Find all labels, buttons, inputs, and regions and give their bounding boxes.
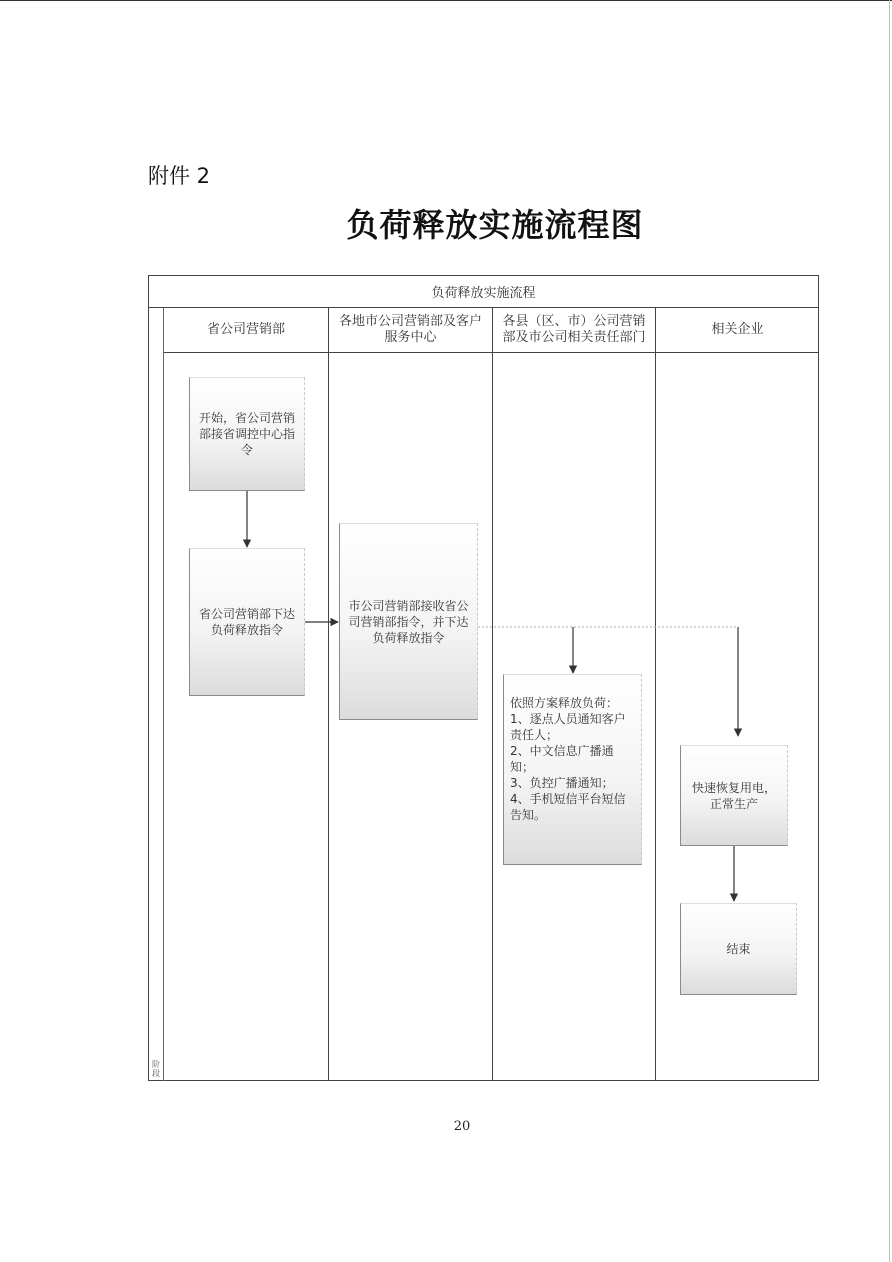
end-node-text: 结束 xyxy=(726,942,751,956)
phase-column xyxy=(148,308,164,1081)
restore-production-text: 快速恢复用电，正常生产 xyxy=(691,780,776,811)
restore-production-node xyxy=(680,745,788,846)
lane-divider-2 xyxy=(492,308,493,1081)
release-load-node xyxy=(503,674,642,865)
receive-command-node xyxy=(339,523,478,720)
lane-header-enterprises: 相关企业 xyxy=(656,308,819,353)
issue-command-text: 省公司营销部下达负荷释放指令 xyxy=(198,607,295,637)
lane-header-provincial-marketing: 省公司营销部 xyxy=(164,308,328,353)
attachment-label: 附件 2 xyxy=(148,164,211,188)
page-number: 20 xyxy=(453,1119,471,1134)
lane-header-city-marketing: 各地市公司营销部及客户服务中心 xyxy=(329,308,492,353)
right-rule xyxy=(889,0,890,1262)
release-load-text: 依照方案释放负荷： 1、逐点人员通知客户责任人； 2、中文信息广播通知； 3、负控广播通知； 4、手机短信平台短信告知。 xyxy=(510,696,626,822)
end-node xyxy=(680,903,797,995)
top-rule xyxy=(0,0,892,1)
flowchart-title: 负荷释放实施流程 xyxy=(148,275,819,308)
lane-divider-3 xyxy=(655,308,656,1081)
start-node xyxy=(189,377,305,491)
receive-command-text: 市公司营销部接收省公司营销部指令，并下达负荷释放指令 xyxy=(348,598,469,645)
phase-label: 阶段 xyxy=(152,1060,160,1078)
lane-divider-1 xyxy=(328,308,329,1081)
lane-header-county-marketing: 各县（区、市）公司营销部及市公司相关责任部门 xyxy=(493,308,655,353)
issue-command-node xyxy=(189,548,305,696)
document-title: 负荷释放实施流程图 xyxy=(346,206,644,244)
start-node-text: 开始，省公司营销部接省调控中心指令 xyxy=(198,411,295,457)
